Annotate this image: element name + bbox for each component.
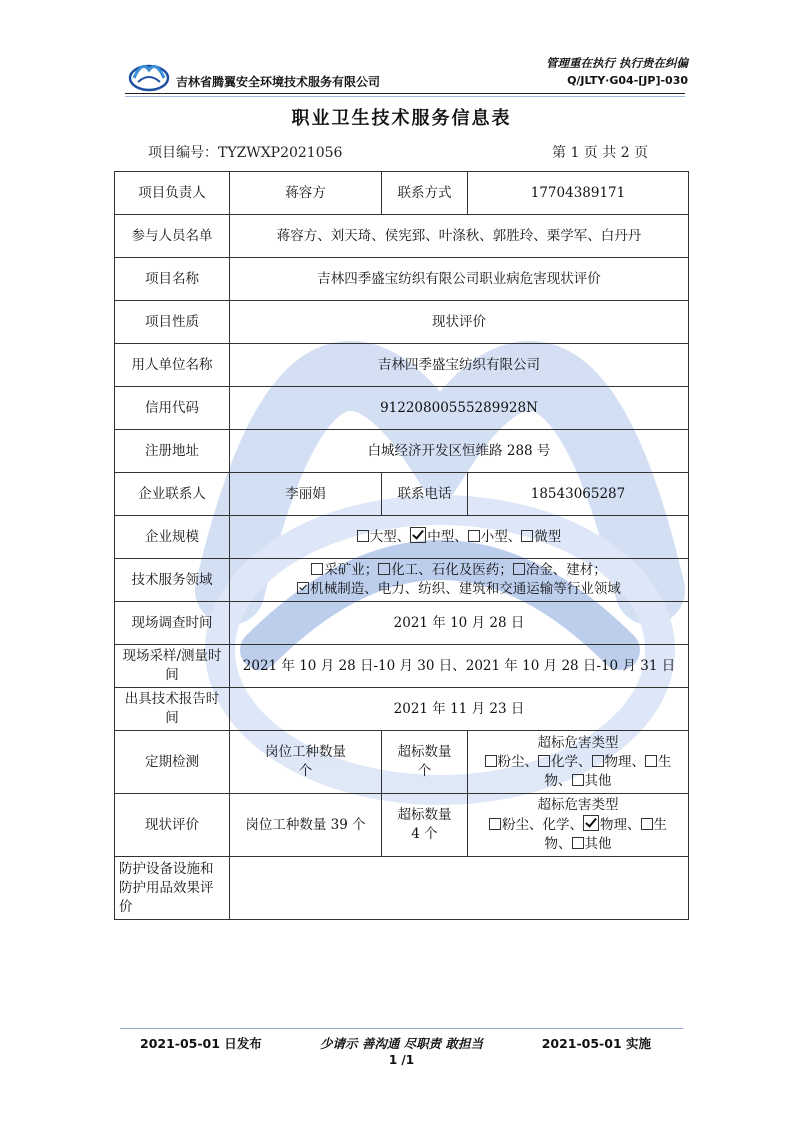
periodic-posts-label: 岗位工种数量: [265, 744, 346, 760]
contact-value: 17704389171: [468, 172, 689, 215]
survey-time-value: 2021 年 10 月 28 日: [230, 602, 689, 645]
report-time-value: 2021 年 11 月 23 日: [230, 688, 689, 731]
periodic-label: 定期检测: [115, 731, 230, 794]
report-time-label: 出具技术报告时间: [115, 688, 230, 731]
periodic-hazard-cell: [468, 731, 689, 794]
field-mining-checkbox[interactable]: [311, 563, 323, 575]
field-options: [230, 559, 689, 602]
periodic-dust-label: 粉尘、: [497, 753, 538, 770]
table-row: [115, 473, 689, 516]
table-row: [115, 172, 689, 215]
periodic-exceed-cell: [382, 731, 468, 794]
table-row: [115, 688, 689, 731]
periodic-bio-label-cont: 物、: [544, 772, 572, 789]
scale-micro-checkbox[interactable]: [521, 530, 533, 542]
survey-time-label: 现场调查时间: [115, 602, 230, 645]
table-row: [115, 387, 689, 430]
sampling-time-label: 现场采样/测量时间: [115, 645, 230, 688]
company-logo: [128, 56, 170, 92]
scale-small-checkbox[interactable]: [468, 530, 480, 542]
leader-label: 项目负责人: [115, 172, 230, 215]
periodic-dust-checkbox[interactable]: [485, 755, 497, 767]
table-row: [115, 645, 689, 688]
status-exceed-value: 4 个: [411, 826, 438, 842]
status-hazard-cell: [468, 794, 689, 857]
footer-slogan: 少请示 善沟通 尽职责 敢担当: [319, 1036, 484, 1051]
implement-date: 2021-05-01 实施: [541, 1036, 651, 1051]
table-row: [115, 857, 689, 920]
field-machinery-label: 机械制造、电力、纺织、建筑和交通运输等行业领域: [310, 581, 621, 597]
scale-micro-label: 微型: [534, 529, 562, 545]
periodic-other-checkbox[interactable]: [572, 774, 584, 786]
document-code: Q/JLTY·G04-[JP]-030: [567, 74, 688, 87]
status-other-checkbox[interactable]: [572, 837, 584, 849]
table-row: [115, 731, 689, 794]
field-metallurgy-checkbox[interactable]: [513, 563, 525, 575]
project-name-value: 吉林四季盛宝纺织有限公司职业病危害现状评价: [230, 258, 689, 301]
status-exceed-label: 超标数量: [397, 807, 452, 823]
status-hazard-title: 超标危害类型: [537, 797, 619, 813]
status-dust-checkbox[interactable]: [489, 818, 501, 830]
table-row: [115, 215, 689, 258]
status-phys-checkbox[interactable]: [583, 815, 599, 831]
protect-value: [230, 857, 689, 920]
employer-label: 用人单位名称: [115, 344, 230, 387]
periodic-hazard-title: 超标危害类型: [537, 734, 619, 751]
footer-divider: [120, 1028, 683, 1029]
field-label: 技术服务领域: [115, 559, 230, 602]
periodic-chem-checkbox[interactable]: [538, 755, 550, 767]
table-row: [115, 258, 689, 301]
field-chemical-checkbox[interactable]: [378, 563, 390, 575]
company-name: 吉林省腾翼安全环境技术服务有限公司: [176, 75, 381, 89]
periodic-exceed-label: 超标数量: [397, 744, 452, 760]
table-row: [115, 794, 689, 857]
info-table: [114, 171, 689, 920]
periodic-posts-cell: [230, 731, 382, 794]
project-name-label: 项目名称: [115, 258, 230, 301]
page-title: 职业卫生技术服务信息表: [291, 108, 512, 129]
field-chemical-label: 化工、石化及医药；: [391, 562, 513, 578]
field-machinery-checkbox[interactable]: [297, 582, 309, 594]
leader-value: 蒋容方: [230, 172, 382, 215]
periodic-exceed-unit: 个: [417, 763, 432, 779]
status-exceed-cell: [382, 794, 468, 857]
table-row: [115, 344, 689, 387]
scale-small-label: 小型、: [480, 529, 522, 545]
table-row: [115, 430, 689, 473]
periodic-bio-checkbox[interactable]: [645, 755, 657, 767]
header-slogan: 管理重在执行 执行贵在纠偏: [545, 56, 688, 70]
table-row: [115, 602, 689, 645]
status-other-label: 其他: [584, 836, 612, 852]
credit-label: 信用代码: [115, 387, 230, 430]
scale-large-label: 大型、: [369, 529, 411, 545]
periodic-bio-label: 生: [658, 753, 672, 770]
sampling-time-value: 2021 年 10 月 28 日-10 月 30 日、2021 年 10 月 28 日-10 月 31 日: [230, 645, 689, 688]
address-value: 白城经济开发区恒维路 288 号: [230, 430, 689, 473]
periodic-phys-checkbox[interactable]: [592, 755, 604, 767]
scale-large-checkbox[interactable]: [357, 530, 369, 542]
scale-medium-checkbox[interactable]: [410, 527, 426, 543]
field-mining-label: 采矿业；: [324, 562, 379, 578]
status-bio-label-cont: 物、: [544, 836, 572, 852]
status-phys-label: 物理、: [600, 817, 641, 833]
page-number: 1 /1: [388, 1053, 415, 1067]
scale-label: 企业规模: [115, 516, 230, 559]
periodic-other-label: 其他: [584, 772, 612, 789]
contact-label: 联系方式: [382, 172, 468, 215]
project-number: 项目编号：TYZWXP2021056: [148, 145, 343, 161]
status-bio-label: 生: [653, 817, 667, 833]
periodic-posts-unit: 个: [298, 763, 313, 779]
status-dust-chem-label: 粉尘、化学、: [502, 817, 583, 833]
status-bio-checkbox[interactable]: [641, 818, 653, 830]
header-divider: [125, 93, 685, 97]
page-info: 第 1 页 共 2 页: [552, 145, 649, 161]
status-posts-value: 岗位工种数量 39 个: [230, 794, 382, 857]
members-value: 蒋容方、刘天琦、侯宪郅、叶涤秋、郭胜玲、栗学军、白丹丹: [230, 215, 689, 258]
address-label: 注册地址: [115, 430, 230, 473]
table-row: [115, 301, 689, 344]
field-metallurgy-label: 冶金、建材；: [525, 562, 607, 578]
table-row: [115, 516, 689, 559]
ent-contact-value: 李丽娟: [230, 473, 382, 516]
periodic-phys-label: 物理、: [604, 753, 645, 770]
employer-value: 吉林四季盛宝纺织有限公司: [230, 344, 689, 387]
table-row: [115, 559, 689, 602]
periodic-chem-label: 化学、: [551, 753, 592, 770]
credit-value: 91220800555289928N: [230, 387, 689, 430]
nature-label: 项目性质: [115, 301, 230, 344]
scale-options: [230, 516, 689, 559]
nature-value: 现状评价: [230, 301, 689, 344]
members-label: 参与人员名单: [115, 215, 230, 258]
scale-medium-label: 中型、: [427, 529, 468, 545]
ent-phone-value: 18543065287: [468, 473, 689, 516]
publish-date: 2021-05-01 日发布: [140, 1036, 262, 1051]
ent-phone-label: 联系电话: [382, 473, 468, 516]
status-label: 现状评价: [115, 794, 230, 857]
ent-contact-label: 企业联系人: [115, 473, 230, 516]
protect-label: 防护设备设施和防护用品效果评价: [115, 857, 230, 920]
